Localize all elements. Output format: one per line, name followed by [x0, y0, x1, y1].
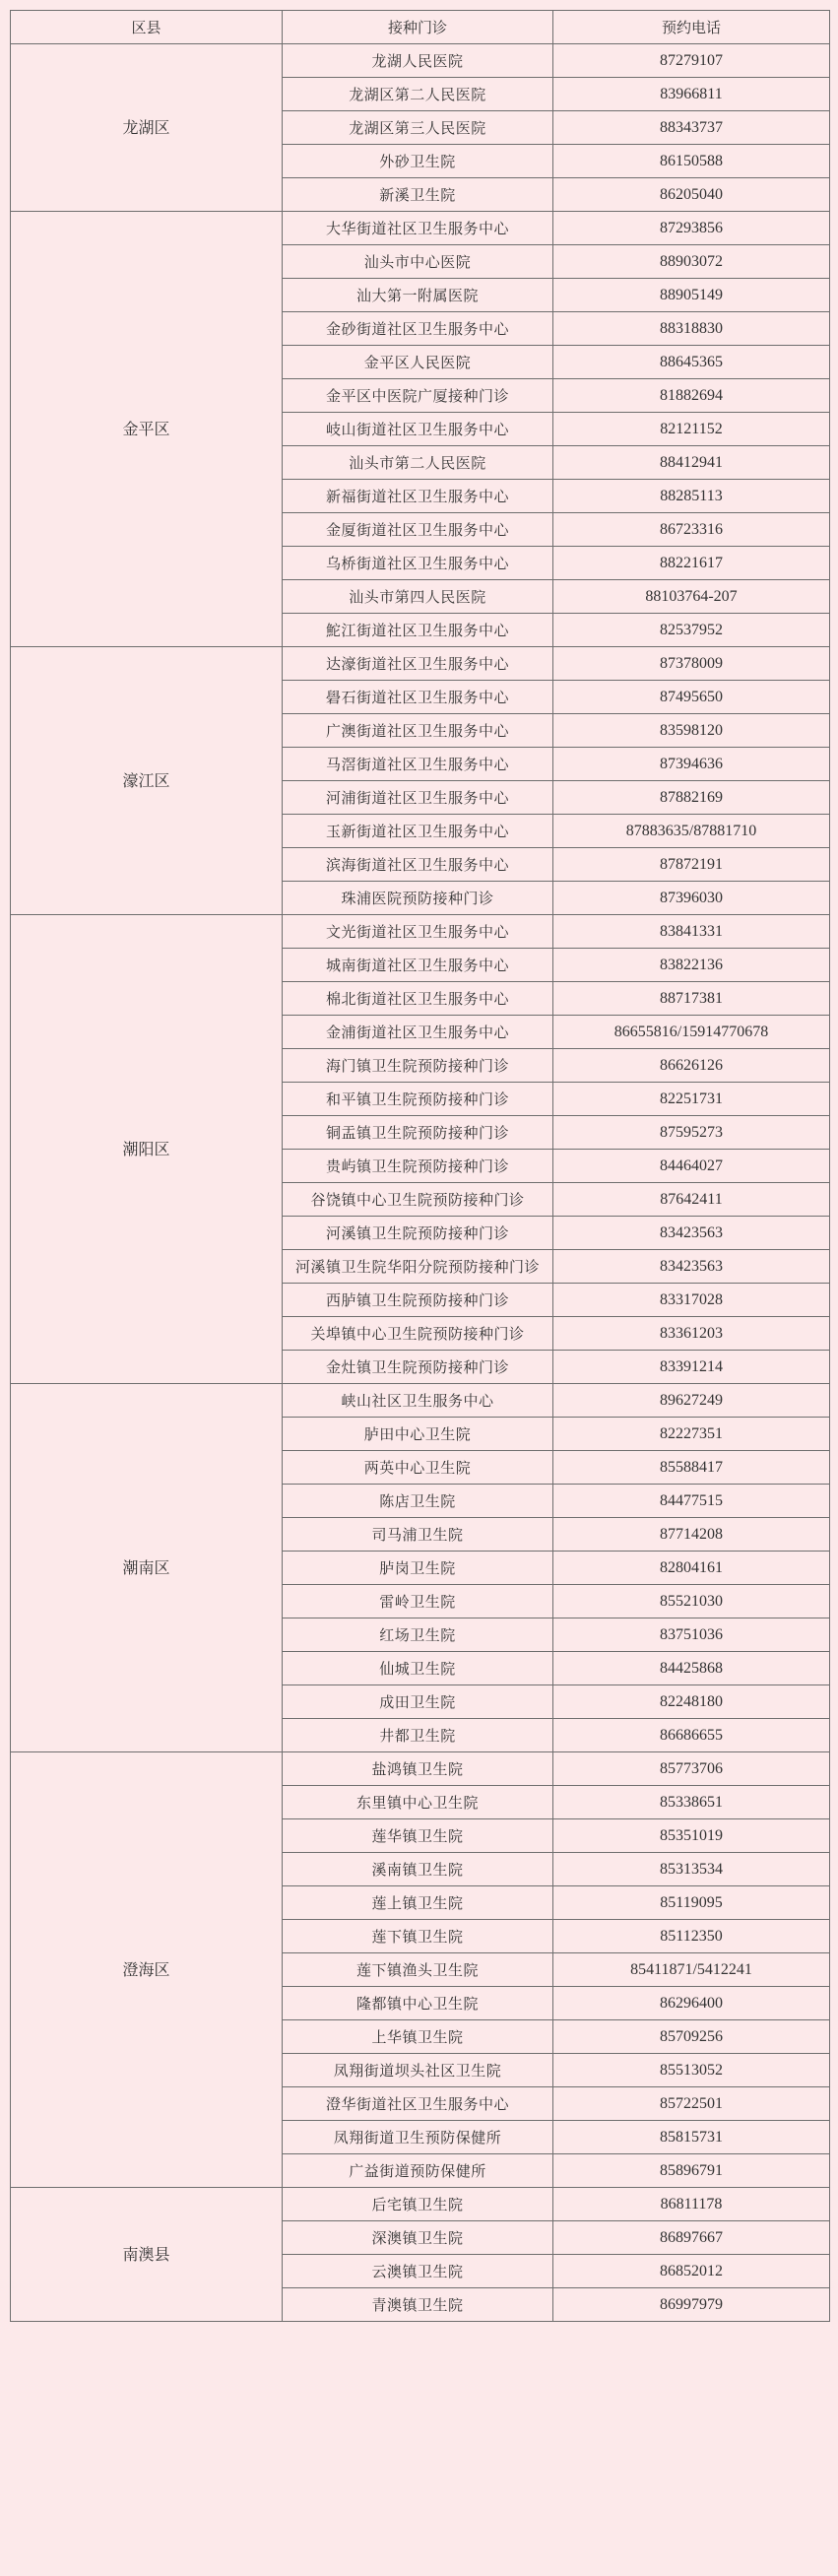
clinic-name-cell: 西胪镇卫生院预防接种门诊 [283, 1284, 553, 1317]
clinic-name-cell: 文光街道社区卫生服务中心 [283, 915, 553, 949]
phone-cell: 86296400 [553, 1987, 830, 2020]
district-cell: 金平区 [11, 212, 283, 647]
clinic-name-cell: 莲华镇卫生院 [283, 1819, 553, 1853]
clinic-name-cell: 玉新街道社区卫生服务中心 [283, 815, 553, 848]
clinic-name-cell: 金平区中医院广厦接种门诊 [283, 379, 553, 413]
clinic-name-cell: 海门镇卫生院预防接种门诊 [283, 1049, 553, 1083]
phone-cell: 85513052 [553, 2054, 830, 2087]
phone-cell: 88285113 [553, 480, 830, 513]
phone-cell: 85815731 [553, 2121, 830, 2154]
clinic-name-cell: 关埠镇中心卫生院预防接种门诊 [283, 1317, 553, 1351]
clinic-name-cell: 龙湖人民医院 [283, 44, 553, 78]
clinic-name-cell: 两英中心卫生院 [283, 1451, 553, 1485]
phone-cell: 85411871/5412241 [553, 1953, 830, 1987]
clinic-name-cell: 谷饶镇中心卫生院预防接种门诊 [283, 1183, 553, 1217]
clinic-name-cell: 成田卫生院 [283, 1685, 553, 1719]
clinic-name-cell: 金厦街道社区卫生服务中心 [283, 513, 553, 547]
clinic-name-cell: 东里镇中心卫生院 [283, 1786, 553, 1819]
table-row [11, 1752, 830, 1786]
phone-cell: 83841331 [553, 915, 830, 949]
phone-cell: 82227351 [553, 1418, 830, 1451]
clinic-name-cell: 陈店卫生院 [283, 1485, 553, 1518]
phone-cell: 89627249 [553, 1384, 830, 1418]
district-cell: 澄海区 [11, 1752, 283, 2188]
clinic-name-cell: 雷岭卫生院 [283, 1585, 553, 1618]
phone-cell: 87279107 [553, 44, 830, 78]
clinic-name-cell: 城南街道社区卫生服务中心 [283, 949, 553, 982]
clinic-name-cell: 金浦街道社区卫生服务中心 [283, 1016, 553, 1049]
clinic-name-cell: 红场卫生院 [283, 1618, 553, 1652]
vaccination-clinic-table [10, 10, 830, 2322]
table-row [11, 44, 830, 78]
phone-cell: 88412941 [553, 446, 830, 480]
clinic-name-cell: 金平区人民医院 [283, 346, 553, 379]
phone-cell: 81882694 [553, 379, 830, 413]
phone-cell: 87882169 [553, 781, 830, 815]
phone-cell: 87872191 [553, 848, 830, 882]
phone-cell: 83822136 [553, 949, 830, 982]
phone-cell: 85351019 [553, 1819, 830, 1853]
clinic-name-cell: 河溪镇卫生院预防接种门诊 [283, 1217, 553, 1250]
district-cell: 濠江区 [11, 647, 283, 915]
clinic-name-cell: 鮀江街道社区卫生服务中心 [283, 614, 553, 647]
clinic-name-cell: 仙城卫生院 [283, 1652, 553, 1685]
phone-cell: 86205040 [553, 178, 830, 212]
district-cell: 潮南区 [11, 1384, 283, 1752]
phone-cell: 87595273 [553, 1116, 830, 1150]
phone-cell: 87495650 [553, 681, 830, 714]
table-row [11, 647, 830, 681]
phone-cell: 86626126 [553, 1049, 830, 1083]
clinic-name-cell: 新溪卫生院 [283, 178, 553, 212]
phone-cell: 86897667 [553, 2221, 830, 2255]
clinic-name-cell: 金灶镇卫生院预防接种门诊 [283, 1351, 553, 1384]
header-row [11, 11, 830, 44]
clinic-name-cell: 广益街道预防保健所 [283, 2154, 553, 2188]
clinic-name-cell: 胪岗卫生院 [283, 1552, 553, 1585]
clinic-name-cell: 胪田中心卫生院 [283, 1418, 553, 1451]
clinic-name-cell: 井都卫生院 [283, 1719, 553, 1752]
phone-cell: 85521030 [553, 1585, 830, 1618]
phone-cell: 88103764-207 [553, 580, 830, 614]
clinic-name-cell: 珠浦医院预防接种门诊 [283, 882, 553, 915]
phone-cell: 84477515 [553, 1485, 830, 1518]
phone-cell: 84425868 [553, 1652, 830, 1685]
header-district: 区县 [11, 11, 283, 44]
clinic-name-cell: 河浦街道社区卫生服务中心 [283, 781, 553, 815]
phone-cell: 88903072 [553, 245, 830, 279]
phone-cell: 85896791 [553, 2154, 830, 2188]
phone-cell: 87378009 [553, 647, 830, 681]
header-phone: 预约电话 [553, 11, 830, 44]
clinic-name-cell: 隆都镇中心卫生院 [283, 1987, 553, 2020]
clinic-name-cell: 河溪镇卫生院华阳分院预防接种门诊 [283, 1250, 553, 1284]
clinic-name-cell: 汕头市第二人民医院 [283, 446, 553, 480]
clinic-name-cell: 金砂街道社区卫生服务中心 [283, 312, 553, 346]
phone-cell: 87883635/87881710 [553, 815, 830, 848]
phone-cell: 83423563 [553, 1250, 830, 1284]
clinic-name-cell: 峡山社区卫生服务中心 [283, 1384, 553, 1418]
phone-cell: 85588417 [553, 1451, 830, 1485]
header-clinic: 接种门诊 [283, 11, 553, 44]
table-row [11, 212, 830, 245]
clinic-name-cell: 莲上镇卫生院 [283, 1886, 553, 1920]
clinic-name-cell: 莲下镇卫生院 [283, 1920, 553, 1953]
phone-cell: 82804161 [553, 1552, 830, 1585]
phone-cell: 85709256 [553, 2020, 830, 2054]
clinic-name-cell: 汕大第一附属医院 [283, 279, 553, 312]
phone-cell: 82251731 [553, 1083, 830, 1116]
phone-cell: 83317028 [553, 1284, 830, 1317]
clinic-name-cell: 大华街道社区卫生服务中心 [283, 212, 553, 245]
clinic-name-cell: 马滘街道社区卫生服务中心 [283, 748, 553, 781]
phone-cell: 83423563 [553, 1217, 830, 1250]
phone-cell: 88717381 [553, 982, 830, 1016]
phone-cell: 86811178 [553, 2188, 830, 2221]
phone-cell: 85313534 [553, 1853, 830, 1886]
phone-cell: 87396030 [553, 882, 830, 915]
table-row [11, 1384, 830, 1418]
phone-cell: 82537952 [553, 614, 830, 647]
phone-cell: 86655816/15914770678 [553, 1016, 830, 1049]
phone-cell: 85119095 [553, 1886, 830, 1920]
phone-cell: 83598120 [553, 714, 830, 748]
clinic-name-cell: 汕头市第四人民医院 [283, 580, 553, 614]
phone-cell: 88221617 [553, 547, 830, 580]
clinic-name-cell: 铜盂镇卫生院预防接种门诊 [283, 1116, 553, 1150]
phone-cell: 85722501 [553, 2087, 830, 2121]
phone-cell: 85338651 [553, 1786, 830, 1819]
phone-cell: 84464027 [553, 1150, 830, 1183]
clinic-name-cell: 龙湖区第二人民医院 [283, 78, 553, 111]
phone-cell: 87714208 [553, 1518, 830, 1552]
phone-cell: 87642411 [553, 1183, 830, 1217]
clinic-name-cell: 后宅镇卫生院 [283, 2188, 553, 2221]
clinic-name-cell: 云澳镇卫生院 [283, 2255, 553, 2288]
table-row [11, 915, 830, 949]
phone-cell: 88318830 [553, 312, 830, 346]
clinic-name-cell: 澄华街道社区卫生服务中心 [283, 2087, 553, 2121]
table-row [11, 2188, 830, 2221]
clinic-name-cell: 上华镇卫生院 [283, 2020, 553, 2054]
table-body [11, 44, 830, 2322]
clinic-name-cell: 岐山街道社区卫生服务中心 [283, 413, 553, 446]
clinic-name-cell: 溪南镇卫生院 [283, 1853, 553, 1886]
phone-cell: 86686655 [553, 1719, 830, 1752]
phone-cell: 83391214 [553, 1351, 830, 1384]
district-cell: 南澳县 [11, 2188, 283, 2322]
clinic-name-cell: 广澳街道社区卫生服务中心 [283, 714, 553, 748]
phone-cell: 86150588 [553, 145, 830, 178]
phone-cell: 86997979 [553, 2288, 830, 2322]
clinic-name-cell: 龙湖区第三人民医院 [283, 111, 553, 145]
clinic-name-cell: 乌桥街道社区卫生服务中心 [283, 547, 553, 580]
phone-cell: 86852012 [553, 2255, 830, 2288]
phone-cell: 88343737 [553, 111, 830, 145]
clinic-name-cell: 外砂卫生院 [283, 145, 553, 178]
clinic-name-cell: 新福街道社区卫生服务中心 [283, 480, 553, 513]
district-cell: 潮阳区 [11, 915, 283, 1384]
phone-cell: 83966811 [553, 78, 830, 111]
clinic-name-cell: 深澳镇卫生院 [283, 2221, 553, 2255]
phone-cell: 88905149 [553, 279, 830, 312]
clinic-name-cell: 司马浦卫生院 [283, 1518, 553, 1552]
clinic-name-cell: 和平镇卫生院预防接种门诊 [283, 1083, 553, 1116]
phone-cell: 83751036 [553, 1618, 830, 1652]
phone-cell: 85773706 [553, 1752, 830, 1786]
clinic-name-cell: 青澳镇卫生院 [283, 2288, 553, 2322]
clinic-name-cell: 贵屿镇卫生院预防接种门诊 [283, 1150, 553, 1183]
phone-cell: 88645365 [553, 346, 830, 379]
phone-cell: 87394636 [553, 748, 830, 781]
clinic-name-cell: 凤翔街道卫生预防保健所 [283, 2121, 553, 2154]
clinic-name-cell: 棉北街道社区卫生服务中心 [283, 982, 553, 1016]
district-cell: 龙湖区 [11, 44, 283, 212]
clinic-name-cell: 凤翔街道坝头社区卫生院 [283, 2054, 553, 2087]
phone-cell: 86723316 [553, 513, 830, 547]
clinic-name-cell: 汕头市中心医院 [283, 245, 553, 279]
phone-cell: 83361203 [553, 1317, 830, 1351]
phone-cell: 82121152 [553, 413, 830, 446]
clinic-name-cell: 莲下镇渔头卫生院 [283, 1953, 553, 1987]
clinic-name-cell: 礐石街道社区卫生服务中心 [283, 681, 553, 714]
phone-cell: 82248180 [553, 1685, 830, 1719]
phone-cell: 87293856 [553, 212, 830, 245]
clinic-name-cell: 达濠街道社区卫生服务中心 [283, 647, 553, 681]
table-header [11, 11, 830, 44]
clinic-name-cell: 盐鸿镇卫生院 [283, 1752, 553, 1786]
clinic-name-cell: 滨海街道社区卫生服务中心 [283, 848, 553, 882]
phone-cell: 85112350 [553, 1920, 830, 1953]
